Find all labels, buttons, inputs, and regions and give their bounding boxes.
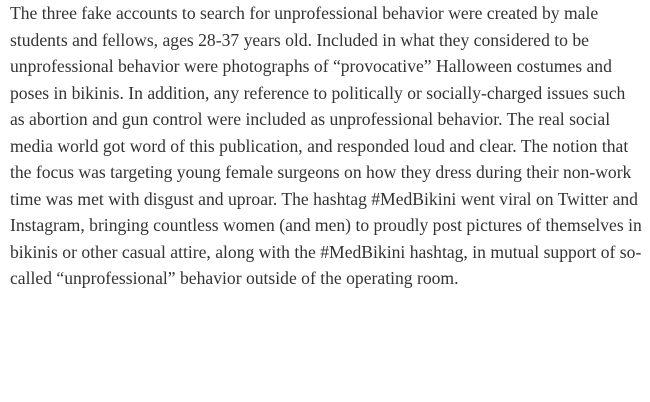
article-paragraph: The three fake accounts to search for unprofessional behavior were created by male students and fellows, ages 28-37 years old. Included in what they considered to be unprofessional behavior were photographs of “provocative” Halloween costumes and poses in bikinis. In addition, any reference to politically or socially-charged issues such as abortion and gun control were included as unprofessional behavior. The real social media world got word of this publication, and responded loud and clear. The notion that the focus was targeting young female surgeons on how they dress during their non-work time was met with disgust and uproar. The hashtag #MedBikini went viral on Twitter and Instagram, bringing countless women (and men) to proudly post pictures of themselves in bikinis or other casual attire, along with the #MedBikini hashtag, in mutual support of so-called “unprofessional” behavior outside of the operating room. (10, 3, 642, 288)
